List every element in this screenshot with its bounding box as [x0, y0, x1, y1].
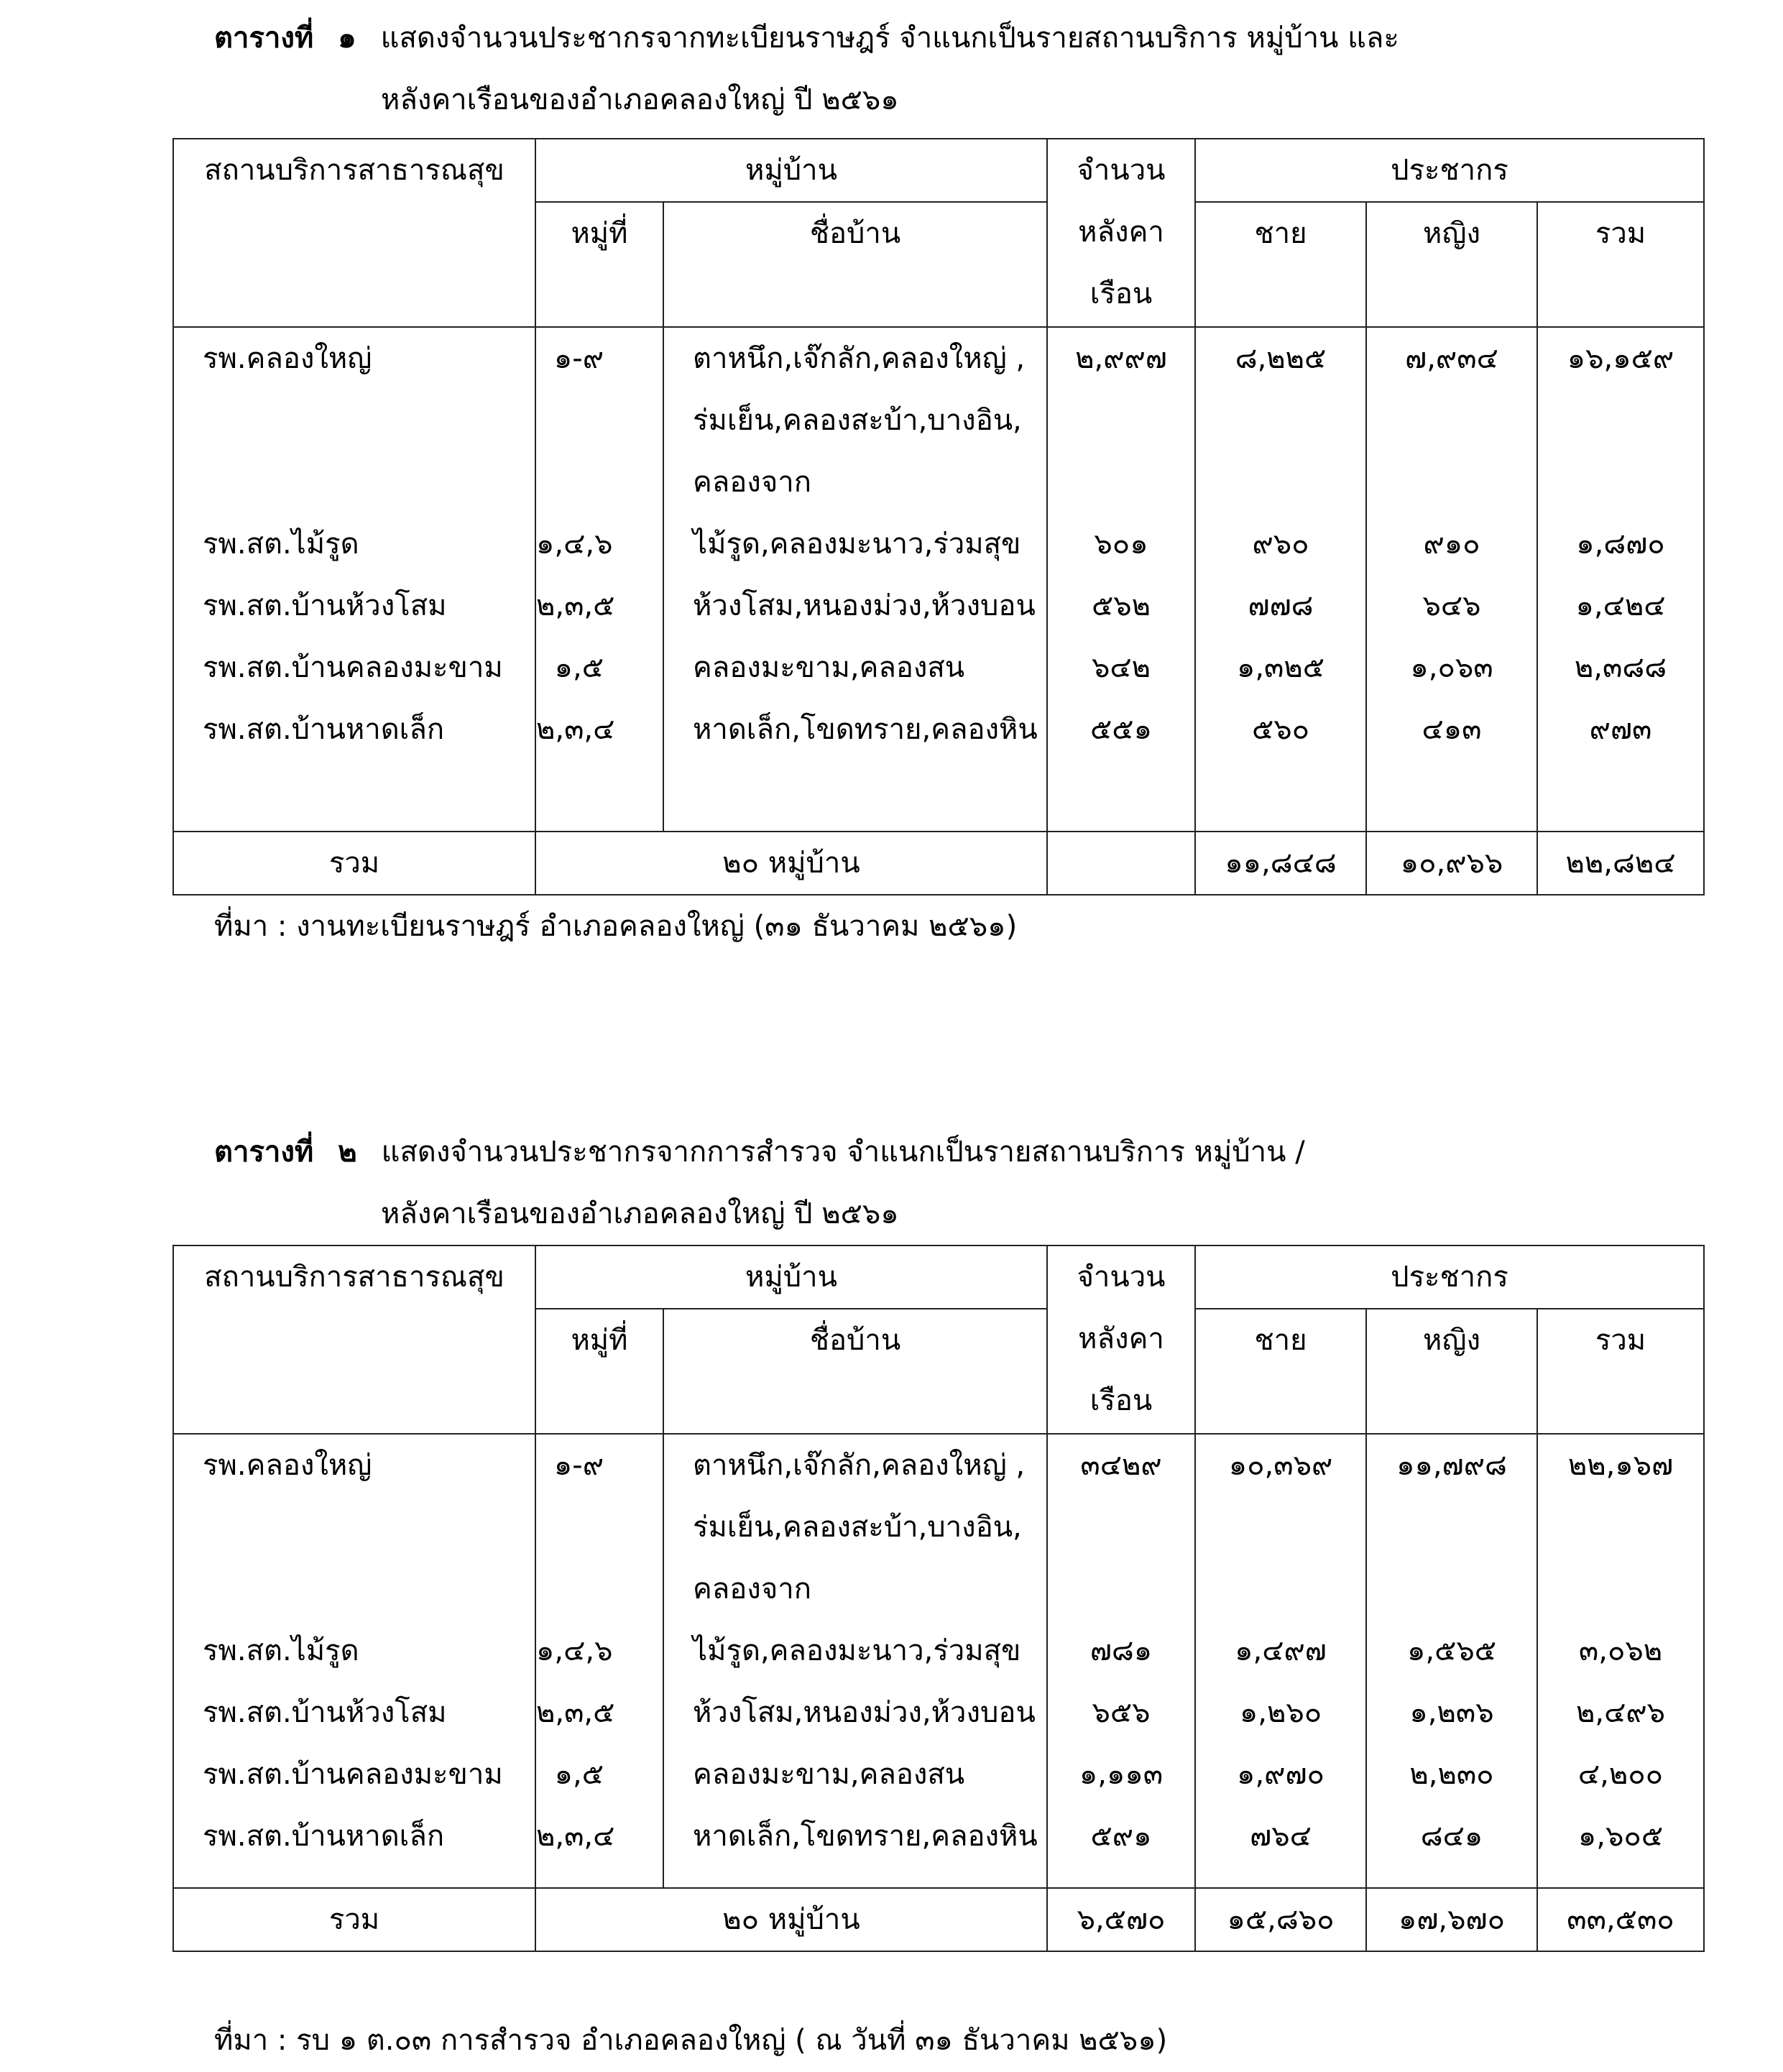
households-column: [1047, 327, 1195, 832]
village-name-cell: ไม้รูด,คลองมะนาว,ร่วมสุข: [693, 1634, 1021, 1667]
population-header: ประชากร: [1195, 139, 1704, 202]
female-cell: ๖๔๖: [1422, 589, 1481, 622]
facility-column: [173, 1434, 535, 1888]
male-cell: ๑,๒๖๐: [1239, 1696, 1322, 1729]
total-row-villages: ๒๐ หมู่บ้าน: [535, 1888, 1047, 1951]
total-row-households: ๖,๕๗๐: [1047, 1888, 1195, 1951]
facility-header: สถานบริการสาธารณสุข: [173, 139, 535, 327]
facility-column: [173, 327, 535, 832]
moo-cell: ๒,๓,๕: [536, 589, 615, 622]
village-name-column: [663, 327, 1047, 832]
female-cell: ๒,๒๓๐: [1409, 1758, 1494, 1791]
village-name-cell: ร่มเย็น,คลองสะบ้า,บางอิน,: [693, 404, 1022, 437]
table1-block: [172, 7, 1703, 957]
total-cell: ๒,๓๘๘: [1574, 651, 1667, 684]
total-row-male: ๑๑,๘๔๘: [1195, 832, 1366, 895]
moo-cell: ๑,๕: [554, 651, 604, 684]
moo-cell: ๒,๓,๕: [536, 1696, 615, 1729]
female-header: หญิง: [1366, 1309, 1537, 1434]
moo-column: [535, 1434, 663, 1888]
table1-source: ที่มา : งานทะเบียนราษฎร์ อำเภอคลองใหญ่ (๓๑ ธันวาคม ๒๕๖๑): [214, 910, 1018, 943]
households-column: [1047, 1434, 1195, 1888]
total-row-label: รวม: [173, 1888, 535, 1951]
total-row-total: ๓๓,๕๓๐: [1537, 1888, 1704, 1951]
total-row-label: รวม: [173, 832, 535, 895]
male-cell: ๙๖๐: [1252, 528, 1309, 561]
moo-cell: ๑-๙: [553, 1449, 604, 1482]
female-cell: ๙๑๐: [1423, 528, 1480, 561]
moo-cell: ๑,๕: [554, 1758, 604, 1791]
total-row-villages: ๒๐ หมู่บ้าน: [535, 832, 1047, 895]
village-name-cell: ไม้รูด,คลองมะนาว,ร่วมสุข: [693, 528, 1021, 561]
total-cell: ๓,๐๖๒: [1578, 1634, 1663, 1667]
female-cell: ๑,๕๖๕: [1406, 1634, 1497, 1667]
male-cell: ๑,๓๒๕: [1236, 651, 1325, 684]
village-name-cell: คลองจาก: [693, 1573, 811, 1606]
village-group-header: หมู่บ้าน: [535, 139, 1047, 202]
village-name-cell: คลองมะขาม,คลองสน: [693, 651, 965, 684]
moo-header: หมู่ที่: [535, 202, 663, 327]
female-cell: ๘๔๑: [1420, 1820, 1483, 1853]
total-row-female: ๑๗,๖๗๐: [1366, 1888, 1537, 1951]
households-cell: ๖๕๖: [1092, 1696, 1151, 1729]
households-cell: ๕๕๑: [1090, 713, 1152, 746]
total-column: [1537, 327, 1704, 832]
village-group-header: หมู่บ้าน: [535, 1245, 1047, 1309]
male-header: ชาย: [1195, 1309, 1366, 1434]
female-header: หญิง: [1366, 202, 1537, 327]
total-cell: ๑,๘๗๐: [1576, 528, 1665, 561]
village-name-column: [663, 1434, 1047, 1888]
female-cell: ๑,๐๖๓: [1410, 651, 1493, 684]
village-name-header: ชื่อบ้าน: [663, 1309, 1047, 1434]
village-name-cell: ห้วงโสม,หนองม่วง,ห้วงบอน: [693, 1696, 1036, 1729]
table2: [172, 1245, 1705, 1952]
male-column: [1195, 1434, 1366, 1888]
moo-header: หมู่ที่: [535, 1309, 663, 1434]
total-cell: ๙๗๓: [1589, 713, 1652, 746]
total-row-total: ๒๒,๘๒๔: [1537, 832, 1704, 895]
moo-cell: ๒,๓,๔: [536, 1820, 615, 1853]
table1-number: ๑: [338, 22, 356, 55]
total-row-male: ๑๕,๘๖๐: [1195, 1888, 1366, 1951]
households-cell: ๕๙๑: [1090, 1820, 1152, 1853]
households-cell: ๓๔๒๙: [1080, 1449, 1162, 1482]
village-name-cell: ตาหนึก,เจ๊กลัก,คลองใหญ่ ,: [693, 342, 1026, 375]
total-column: [1537, 1434, 1704, 1888]
female-column: [1366, 327, 1537, 832]
total-cell: ๒๒,๑๖๗: [1567, 1449, 1674, 1482]
households-cell: ๕๖๒: [1091, 589, 1151, 622]
village-name-cell: คลองจาก: [693, 466, 811, 499]
facility-cell: รพ.สต.ไม้รูด: [203, 1634, 359, 1667]
male-cell: ๗๗๘: [1248, 589, 1314, 622]
facility-cell: รพ.สต.บ้านคลองมะขาม: [203, 651, 503, 684]
total-row-female: ๑๐,๙๖๖: [1366, 832, 1537, 895]
table1-total-row: [173, 832, 1704, 895]
male-cell: ๑,๔๙๗: [1235, 1634, 1327, 1667]
total-cell: ๑,๖๐๕: [1577, 1820, 1664, 1853]
total-header: รวม: [1537, 202, 1704, 327]
moo-column: [535, 327, 663, 832]
facility-cell: รพ.คลองใหญ่: [203, 342, 372, 375]
village-name-cell: ห้วงโสม,หนองม่วง,ห้วงบอน: [693, 589, 1036, 622]
facility-cell: รพ.สต.บ้านหาดเล็ก: [203, 1820, 445, 1853]
village-name-header: ชื่อบ้าน: [663, 202, 1047, 327]
village-name-cell: คลองมะขาม,คลองสน: [693, 1758, 965, 1791]
male-cell: ๑๐,๓๖๙: [1228, 1449, 1333, 1482]
households-cell: ๒,๙๙๗: [1075, 342, 1167, 375]
male-cell: ๑,๙๗๐: [1237, 1758, 1324, 1791]
moo-cell: ๑,๔,๖: [536, 528, 613, 561]
facility-cell: รพ.สต.บ้านห้วงโสม: [203, 1696, 447, 1729]
village-name-cell: ร่มเย็น,คลองสะบ้า,บางอิน,: [693, 1511, 1022, 1544]
moo-cell: ๒,๓,๔: [536, 713, 615, 746]
moo-cell: ๑-๙: [553, 342, 604, 375]
table1-label: ตารางที่: [214, 22, 314, 55]
female-column: [1366, 1434, 1537, 1888]
table2-block: [172, 1121, 1703, 2071]
households-cell: ๖๔๒: [1091, 651, 1151, 684]
male-cell: ๗๖๔: [1250, 1820, 1312, 1853]
households-header: จำนวน หลังคา เรือน: [1047, 1245, 1195, 1434]
facility-cell: รพ.สต.บ้านหาดเล็ก: [203, 713, 445, 746]
table2-label: ตารางที่: [214, 1136, 314, 1169]
female-cell: ๑,๒๓๖: [1409, 1696, 1494, 1729]
facility-header: สถานบริการสาธารณสุข: [173, 1245, 535, 1434]
total-cell: ๔,๒๐๐: [1577, 1758, 1664, 1791]
households-cell: ๗๘๑: [1089, 1634, 1153, 1667]
table1-title: [172, 7, 1703, 131]
table2-source: ที่มา : รบ ๑ ต.๐๓ การสำรวจ อำเภอคลองใหญ่ ( ณ วันที่ ๓๑ ธันวาคม ๒๕๖๑): [214, 2024, 1168, 2057]
facility-cell: รพ.สต.ไม้รูด: [203, 528, 359, 561]
male-header: ชาย: [1195, 202, 1366, 327]
table1-title-line2: หลังคาเรือนของอำเภอคลองใหญ่ ปี ๒๕๖๑: [381, 83, 899, 116]
table2-number: ๒: [338, 1136, 357, 1169]
female-cell: ๗,๙๓๔: [1405, 342, 1498, 375]
table2-title: [172, 1121, 1703, 1245]
table2-title-line2: หลังคาเรือนของอำเภอคลองใหญ่ ปี ๒๕๖๑: [381, 1197, 899, 1230]
male-column: [1195, 327, 1366, 832]
total-cell: ๒,๔๙๖: [1575, 1696, 1666, 1729]
village-name-cell: ตาหนึก,เจ๊กลัก,คลองใหญ่ ,: [693, 1449, 1026, 1482]
female-cell: ๑๑,๗๙๘: [1396, 1449, 1507, 1482]
households-cell: ๖๐๑: [1094, 528, 1148, 561]
households-header: จำนวน หลังคา เรือน: [1047, 139, 1195, 327]
female-cell: ๔๑๓: [1422, 713, 1482, 746]
table2-total-row: [173, 1888, 1704, 1951]
village-name-cell: หาดเล็ก,โขดทราย,คลองหิน: [693, 713, 1038, 746]
total-cell: ๑,๔๒๔: [1575, 589, 1666, 622]
facility-cell: รพ.สต.บ้านห้วงโสม: [203, 589, 447, 622]
moo-cell: ๑,๔,๖: [536, 1634, 613, 1667]
total-header: รวม: [1537, 1309, 1704, 1434]
total-row-households: [1047, 832, 1195, 895]
male-cell: ๕๖๐: [1251, 713, 1310, 746]
table1-title-line1: แสดงจำนวนประชากรจากทะเบียนราษฎร์ จำแนกเป็นรายสถานบริการ หมู่บ้าน และ: [380, 22, 1399, 55]
total-cell: ๑๖,๑๕๙: [1567, 342, 1674, 375]
table1: [172, 138, 1705, 895]
village-name-cell: หาดเล็ก,โขดทราย,คลองหิน: [693, 1820, 1038, 1853]
male-cell: ๘,๒๒๕: [1235, 342, 1327, 375]
households-cell: ๑,๑๑๓: [1079, 1758, 1164, 1791]
table2-title-line1: แสดงจำนวนประชากรจากการสำรวจ จำแนกเป็นรายสถานบริการ หมู่บ้าน /: [381, 1136, 1305, 1169]
facility-cell: รพ.สต.บ้านคลองมะขาม: [203, 1758, 503, 1791]
facility-cell: รพ.คลองใหญ่: [203, 1449, 372, 1482]
population-header: ประชากร: [1195, 1245, 1704, 1309]
